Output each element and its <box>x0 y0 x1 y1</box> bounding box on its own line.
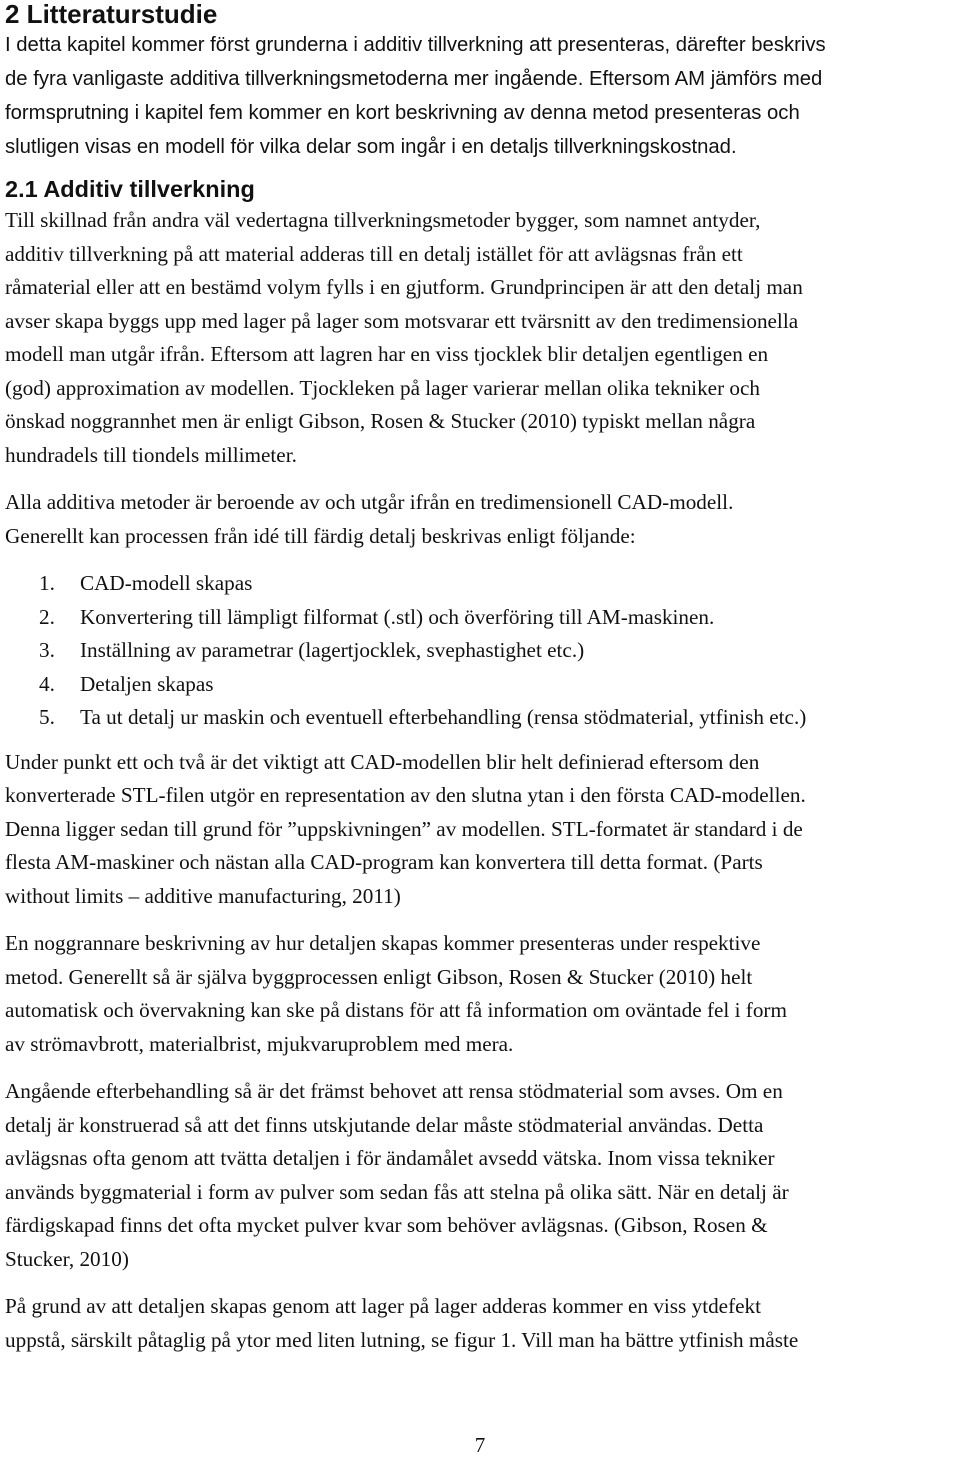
section-heading: 2.1 Additiv tillverkning <box>5 176 255 202</box>
list-item-text: Inställning av parametrar (lagertjocklek, svephastighet etc.) <box>80 638 585 662</box>
list-item-number: 1. <box>39 571 55 595</box>
paragraph-4 <box>5 927 955 1061</box>
text-line: En noggrannare beskrivning av hur detaljen skapas kommer presenteras under respektive <box>5 931 761 955</box>
list-item-text: Konvertering till lämpligt filformat (.stl) och överföring till AM-maskinen. <box>80 604 715 629</box>
paragraph-6 <box>5 1290 955 1357</box>
text-line: önskad noggrannhet men är enligt Gibson, Rosen & Stucker (2010) typiskt mellan några <box>5 409 756 433</box>
text-line: Stucker, 2010) <box>5 1246 129 1271</box>
text-line: (god) approximation av modellen. Tjockleken på lager varierar mellan olika tekniker och <box>5 375 761 400</box>
text-line: Generellt kan processen från idé till färdig detalj beskrivas enligt följande: <box>5 523 636 548</box>
list-item-number: 4. <box>39 671 55 696</box>
intro-line: slutligen visas en modell för vilka delar som ingår i en detaljs tillverkningskostnad. <box>5 136 737 158</box>
text-line: metod. Generellt så är själva byggprocessen enligt Gibson, Rosen & Stucker (2010) helt <box>5 964 753 989</box>
process-steps-list <box>5 567 955 735</box>
chapter-heading: 2 Litteraturstudie <box>5 0 218 29</box>
text-line: Alla additiva metoder är beroende av och utgår ifrån en tredimensionell CAD-modell. <box>5 490 734 514</box>
text-line: automatisk och övervakning kan ske på distans för att få information om oväntade fel i form <box>5 998 787 1022</box>
list-item <box>5 668 955 702</box>
paragraph-3 <box>5 746 955 914</box>
list-item <box>5 634 955 668</box>
spacer <box>5 735 955 746</box>
text-line: konverterade STL-filen utgör en representation av den slutna ytan i den första CAD-modellen. <box>5 783 806 807</box>
text-line: råmaterial eller att en bestämd volym fylls i en gjutform. Grundprincipen är att den detalj man <box>5 275 803 299</box>
document-page <box>5 0 955 1357</box>
list-item <box>5 701 955 735</box>
text-line: Denna ligger sedan till grund för ”uppskivningen” av modellen. STL-formatet är standard i de <box>5 816 803 841</box>
intro-line: I detta kapitel kommer först grunderna i additiv tillverkning att presenteras, därefter beskrivs <box>5 34 826 56</box>
text-line: flesta AM-maskiner och nästan alla CAD-program kan konvertera till detta format. (Parts <box>5 850 763 874</box>
list-item-text: Detaljen skapas <box>80 671 214 696</box>
text-line: modell man utgår ifrån. Eftersom att lagren har en viss tjocklek blir detaljen egentligen en <box>5 342 769 366</box>
list-item <box>5 567 955 601</box>
spacer <box>5 472 955 486</box>
text-line: Angående efterbehandling så är det främst behovet att rensa stödmaterial som avses. Om en <box>5 1079 783 1103</box>
text-line: färdigskapad finns det ofta mycket pulver kvar som behöver avlägsnas. (Gibson, Rosen & <box>5 1213 768 1237</box>
text-line: används byggmaterial i form av pulver som sedan fås att stelna på olika sätt. När en detalj är <box>5 1179 789 1204</box>
spacer <box>5 1061 955 1075</box>
list-item-number: 3. <box>39 638 55 662</box>
text-line: Under punkt ett och två är det viktigt att CAD-modellen blir helt definierad eftersom den <box>5 749 760 774</box>
text-line: avlägsnas ofta genom att tvätta detaljen i för ändamålet avsedd vätska. Inom vissa tekniker <box>5 1146 775 1170</box>
list-item <box>5 601 955 635</box>
paragraph-1 <box>5 204 955 472</box>
text-line: hundradels till tiondels millimeter. <box>5 442 297 467</box>
intro-line: formsprutning i kapitel fem kommer en kort beskrivning av denna metod presenteras och <box>5 102 800 124</box>
spacer <box>5 1276 955 1290</box>
text-line: additiv tillverkning på att material adderas till en detalj istället för att avlägsnas från ett <box>5 241 743 266</box>
list-item-text: CAD-modell skapas <box>80 571 253 595</box>
page-number: 7 <box>474 1433 486 1457</box>
text-line: avser skapa byggs upp med lager på lager som motsvarar ett tvärsnitt av den tredimensionella <box>5 308 799 333</box>
text-line: without limits – additive manufacturing, 2011) <box>5 883 401 908</box>
intro-paragraph <box>5 28 955 164</box>
text-line: av strömavbrott, materialbrist, mjukvaruproblem med mera. <box>5 1031 514 1056</box>
text-line: detalj är konstruerad så att det finns utskjutande delar måste stödmaterial användas. Detta <box>5 1112 764 1137</box>
list-item-number: 5. <box>39 705 55 729</box>
list-item-text: Ta ut detalj ur maskin och eventuell efterbehandling (rensa stödmaterial, ytfinish etc.) <box>80 705 807 729</box>
text-line: På grund av att detaljen skapas genom att lager på lager adderas kommer en viss ytdefekt <box>5 1294 762 1318</box>
paragraph-5 <box>5 1075 955 1276</box>
list-item-number: 2. <box>39 604 55 629</box>
spacer <box>5 913 955 927</box>
intro-line: de fyra vanligaste additiva tillverkningsmetoderna mer ingående. Eftersom AM jämförs med <box>5 68 823 90</box>
text-line: Till skillnad från andra väl vedertagna tillverkningsmetoder bygger, som namnet antyder, <box>5 208 761 232</box>
text-line: uppstå, särskilt påtaglig på ytor med liten lutning, se figur 1. Vill man ha bättre ytfinish måste <box>5 1327 799 1352</box>
paragraph-2 <box>5 486 955 553</box>
spacer <box>5 553 955 567</box>
